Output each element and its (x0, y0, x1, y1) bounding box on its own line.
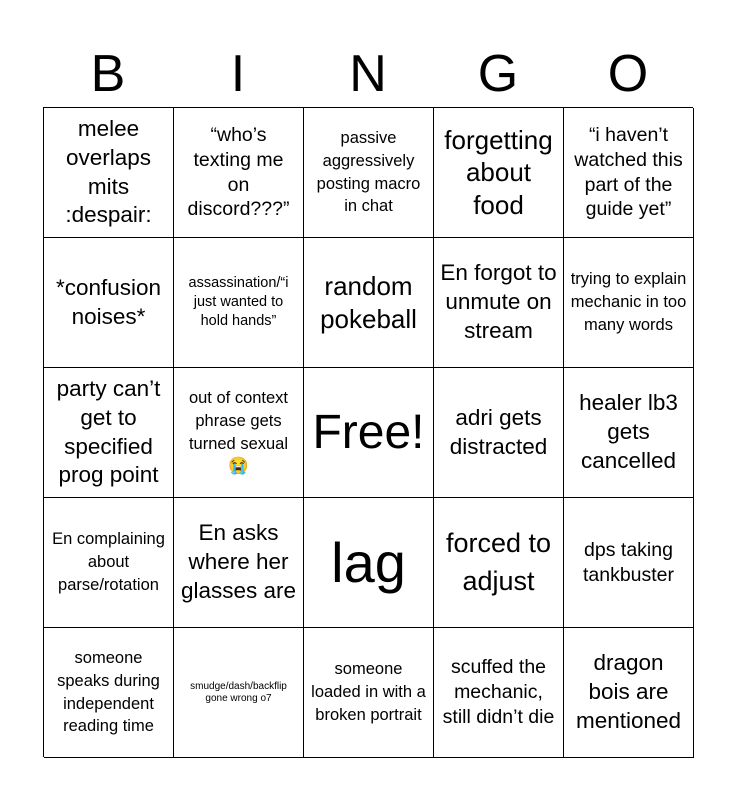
cell-text: En forgot to unmute on stream (440, 260, 557, 343)
cell-text: *confusion noises* (55, 274, 162, 329)
free-space-text: Free! (312, 405, 425, 459)
bingo-cell-r2c3[interactable] (304, 238, 434, 368)
bingo-cell-r3c1[interactable] (44, 368, 174, 498)
cell-text: “who’s texting me on discord???” (187, 123, 290, 221)
bingo-cell-r1c1[interactable] (44, 108, 174, 238)
bingo-cell-r5c3[interactable] (304, 628, 434, 758)
cell-text: out of context phrase gets turned sexual 😭 (188, 388, 289, 476)
bingo-cell-free[interactable] (304, 368, 434, 498)
bingo-cell-r2c4[interactable] (434, 238, 564, 368)
cell-text: scuffed the mechanic, still didn’t die (442, 656, 555, 728)
bingo-cell-r3c4[interactable] (434, 368, 564, 498)
bingo-cell-r3c5[interactable] (564, 368, 694, 498)
header-letter-g: G (477, 45, 519, 103)
bingo-cell-r2c5[interactable] (564, 238, 694, 368)
cell-text: someone loaded in with a broken portrait (311, 660, 426, 724)
cell-text: healer lb3 gets cancelled (579, 390, 678, 473)
bingo-cell-r5c2[interactable] (174, 628, 304, 758)
cell-text: En complaining about parse/rotation (52, 530, 165, 594)
cell-text: forgetting about food (444, 124, 553, 220)
bingo-cell-r4c1[interactable] (44, 498, 174, 628)
cell-text: assassination/“i just wanted to hold hands” (188, 274, 289, 330)
cell-text: melee overlaps mits :despair: (65, 115, 152, 228)
bingo-header (43, 44, 693, 104)
bingo-cell-r1c3[interactable] (304, 108, 434, 238)
cell-text: dragon bois are mentioned (575, 650, 682, 733)
cell-text: “i haven’t watched this part of the guide yet” (574, 123, 683, 221)
header-letter-n: N (349, 45, 387, 103)
bingo-cell-r1c2[interactable] (174, 108, 304, 238)
bingo-cell-r4c2[interactable] (174, 498, 304, 628)
cell-text: passive aggressively posting macro in chat (316, 128, 421, 216)
cell-text: random pokeball (320, 271, 417, 334)
cell-text: forced to adjust (445, 527, 552, 596)
bingo-cell-r4c5[interactable] (564, 498, 694, 628)
bingo-cell-r2c2[interactable] (174, 238, 304, 368)
cell-text: party can’t get to specified prog point (56, 375, 161, 488)
cell-text: adri gets distracted (449, 404, 548, 459)
cell-text: lag (331, 530, 406, 594)
header-letter-b: B (90, 45, 126, 103)
cell-text: smudge/dash/backflip gone wrong o7 (190, 680, 287, 704)
cell-text: En asks where her glasses are (180, 520, 297, 603)
cell-text: someone speaks during independent reading time (57, 648, 160, 736)
bingo-cell-r5c1[interactable] (44, 628, 174, 758)
bingo-cell-r2c1[interactable] (44, 238, 174, 368)
header-letter-o: O (607, 45, 649, 103)
bingo-cell-r4c3[interactable] (304, 498, 434, 628)
bingo-cell-r5c5[interactable] (564, 628, 694, 758)
bingo-cell-r5c4[interactable] (434, 628, 564, 758)
header-letter-i: I (230, 45, 246, 103)
bingo-cell-r3c2[interactable] (174, 368, 304, 498)
cell-text: trying to explain mechanic in too many words (570, 270, 687, 334)
bingo-cell-r1c4[interactable] (434, 108, 564, 238)
bingo-cell-r4c4[interactable] (434, 498, 564, 628)
bingo-cell-r1c5[interactable] (564, 108, 694, 238)
cell-text: dps taking tankbuster (582, 538, 675, 586)
bingo-board (43, 107, 693, 757)
